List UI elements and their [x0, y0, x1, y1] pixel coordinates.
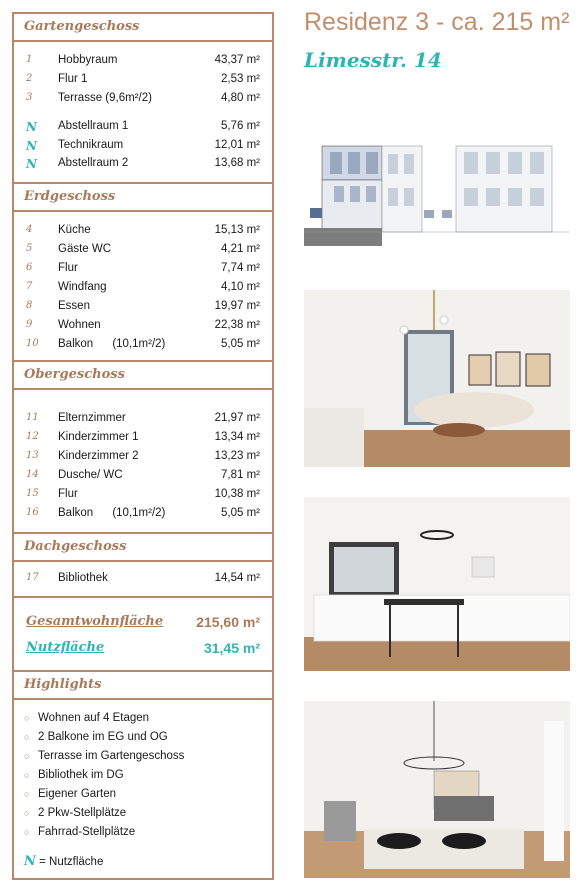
room-area: 5,05 m²: [221, 507, 260, 519]
room-number: 7: [26, 281, 33, 292]
room-label: Flur: [58, 262, 78, 274]
room-area: 22,38 m²: [214, 319, 260, 331]
room-number: 12: [26, 431, 39, 442]
area-table: [12, 12, 272, 878]
room-area: 15,13 m²: [214, 224, 260, 236]
room-area: 7,81 m²: [221, 469, 260, 481]
room-row: [14, 570, 272, 588]
room-row: [14, 155, 272, 173]
room-number: 13: [26, 450, 39, 461]
room-label: Kinderzimmer 1: [58, 431, 139, 443]
room-label: Balkon (10,1m²/2): [58, 507, 166, 519]
room-row: [14, 222, 272, 240]
room-number: 8: [26, 300, 33, 311]
living-room-photo: [304, 290, 570, 467]
room-row: [14, 317, 272, 335]
section-body-erdgeschoss: [12, 210, 274, 362]
room-row: [14, 429, 272, 447]
room-area: 4,10 m²: [221, 281, 260, 293]
room-number: 1: [26, 54, 33, 65]
nutzflaeche-marker: N: [24, 854, 36, 869]
section-header-dachgeschoss: [12, 532, 274, 562]
usable-area-label: Nutzfläche: [26, 640, 105, 655]
room-row: [14, 118, 272, 136]
room-area: 13,68 m²: [214, 157, 260, 169]
section-title: Obergeschoss: [24, 367, 125, 382]
room-number: 17: [26, 572, 39, 583]
room-area: 14,54 m²: [214, 572, 260, 584]
room-label: Flur: [58, 488, 78, 500]
room-row: [14, 241, 272, 259]
room-label: Technikraum: [58, 139, 124, 151]
page-title: Residenz 3 - ca. 215 m²: [304, 8, 570, 36]
section-body-obergeschoss: [12, 388, 274, 534]
legend: N = Nutzfläche: [24, 854, 104, 869]
room-row: [14, 137, 272, 155]
section-title: Highlights: [24, 677, 102, 692]
room-row: [14, 336, 272, 354]
room-number: 11: [26, 412, 39, 423]
room-label: Bibliothek: [58, 572, 108, 584]
room-area: 7,74 m²: [221, 262, 260, 274]
room-number: 9: [26, 319, 33, 330]
room-label: Gäste WC: [58, 243, 112, 255]
section-header-obergeschoss: [12, 360, 274, 390]
room-row: [14, 90, 272, 108]
section-title: Erdgeschoss: [24, 189, 116, 204]
room-row: [14, 52, 272, 70]
room-area: 10,38 m²: [214, 488, 260, 500]
room-area: 12,01 m²: [214, 139, 260, 151]
room-label: Abstellraum 2: [58, 157, 129, 169]
room-label: Küche: [58, 224, 91, 236]
room-row: [14, 298, 272, 316]
total-living-area-label: Gesamtwohnfläche: [26, 614, 164, 629]
room-area: 4,21 m²: [221, 243, 260, 255]
address-subtitle: Limesstr. 14: [304, 48, 442, 72]
room-number: 10: [26, 338, 39, 349]
section-title: Dachgeschoss: [24, 539, 127, 554]
room-number: 14: [26, 469, 39, 480]
building-elevation-drawing: [304, 140, 570, 246]
highlight-item: ○ Wohnen auf 4 Etagen: [24, 712, 150, 724]
room-row: [14, 486, 272, 504]
nutzflaeche-marker: N: [26, 157, 37, 171]
room-area: 4,80 m²: [221, 92, 260, 104]
room-number: 15: [26, 488, 39, 499]
room-row: [14, 260, 272, 278]
nutzflaeche-marker: N: [26, 139, 37, 153]
room-label: Wohnen: [58, 319, 101, 331]
lounge-photo: [304, 701, 570, 878]
highlight-item: ○ Eigener Garten: [24, 788, 116, 800]
room-area: 5,05 m²: [221, 338, 260, 350]
room-label: Elternzimmer: [58, 412, 126, 424]
room-area: 13,23 m²: [214, 450, 260, 462]
room-row: [14, 505, 272, 523]
room-number: 5: [26, 243, 33, 254]
room-row: [14, 279, 272, 297]
room-number: 16: [26, 507, 39, 518]
room-label: Balkon (10,1m²/2): [58, 338, 166, 350]
nutzflaeche-marker: N: [26, 120, 37, 134]
room-number: 3: [26, 92, 33, 103]
room-label: Windfang: [58, 281, 107, 293]
totals-box: [12, 596, 274, 672]
highlights-list: [12, 698, 274, 880]
room-row: [14, 71, 272, 89]
room-number: 2: [26, 73, 33, 84]
highlight-item: ○ Bibliothek im DG: [24, 769, 124, 781]
room-area: 2,53 m²: [221, 73, 260, 85]
room-label: Essen: [58, 300, 90, 312]
room-row: [14, 448, 272, 466]
room-label: Dusche/ WC: [58, 469, 123, 481]
total-living-area-value: 215,60 m²: [196, 614, 260, 630]
room-row: [14, 410, 272, 428]
room-area: 21,97 m²: [214, 412, 260, 424]
highlight-item: ○ 2 Balkone im EG und OG: [24, 731, 168, 743]
section-header-gartengeschoss: [12, 12, 274, 42]
kitchen-photo: [304, 497, 570, 671]
room-area: 19,97 m²: [214, 300, 260, 312]
usable-area-value: 31,45 m²: [203, 640, 260, 656]
section-body-gartengeschoss: [12, 40, 274, 184]
room-area: 13,34 m²: [214, 431, 260, 443]
section-header-erdgeschoss: [12, 182, 274, 212]
room-number: 6: [26, 262, 33, 273]
room-label: Abstellraum 1: [58, 120, 129, 132]
highlight-item: ○ Terrasse im Gartengeschoss: [24, 750, 185, 762]
legend-text: Nutzfläche: [49, 856, 104, 868]
section-header-highlights: [12, 670, 274, 700]
room-area: 5,76 m²: [221, 120, 260, 132]
room-area: 43,37 m²: [214, 54, 260, 66]
room-label: Kinderzimmer 2: [58, 450, 139, 462]
section-body-dachgeschoss: [12, 560, 274, 598]
room-number: 4: [26, 224, 33, 235]
highlight-item: ○ 2 Pkw-Stellplätze: [24, 807, 127, 819]
room-label: Hobbyraum: [58, 54, 118, 66]
room-label: Flur 1: [58, 73, 88, 85]
room-row: [14, 467, 272, 485]
room-label: Terrasse (9,6m²/2): [58, 92, 152, 104]
section-title: Gartengeschoss: [24, 19, 140, 34]
highlight-item: ○ Fahrrad-Stellplätze: [24, 826, 136, 838]
